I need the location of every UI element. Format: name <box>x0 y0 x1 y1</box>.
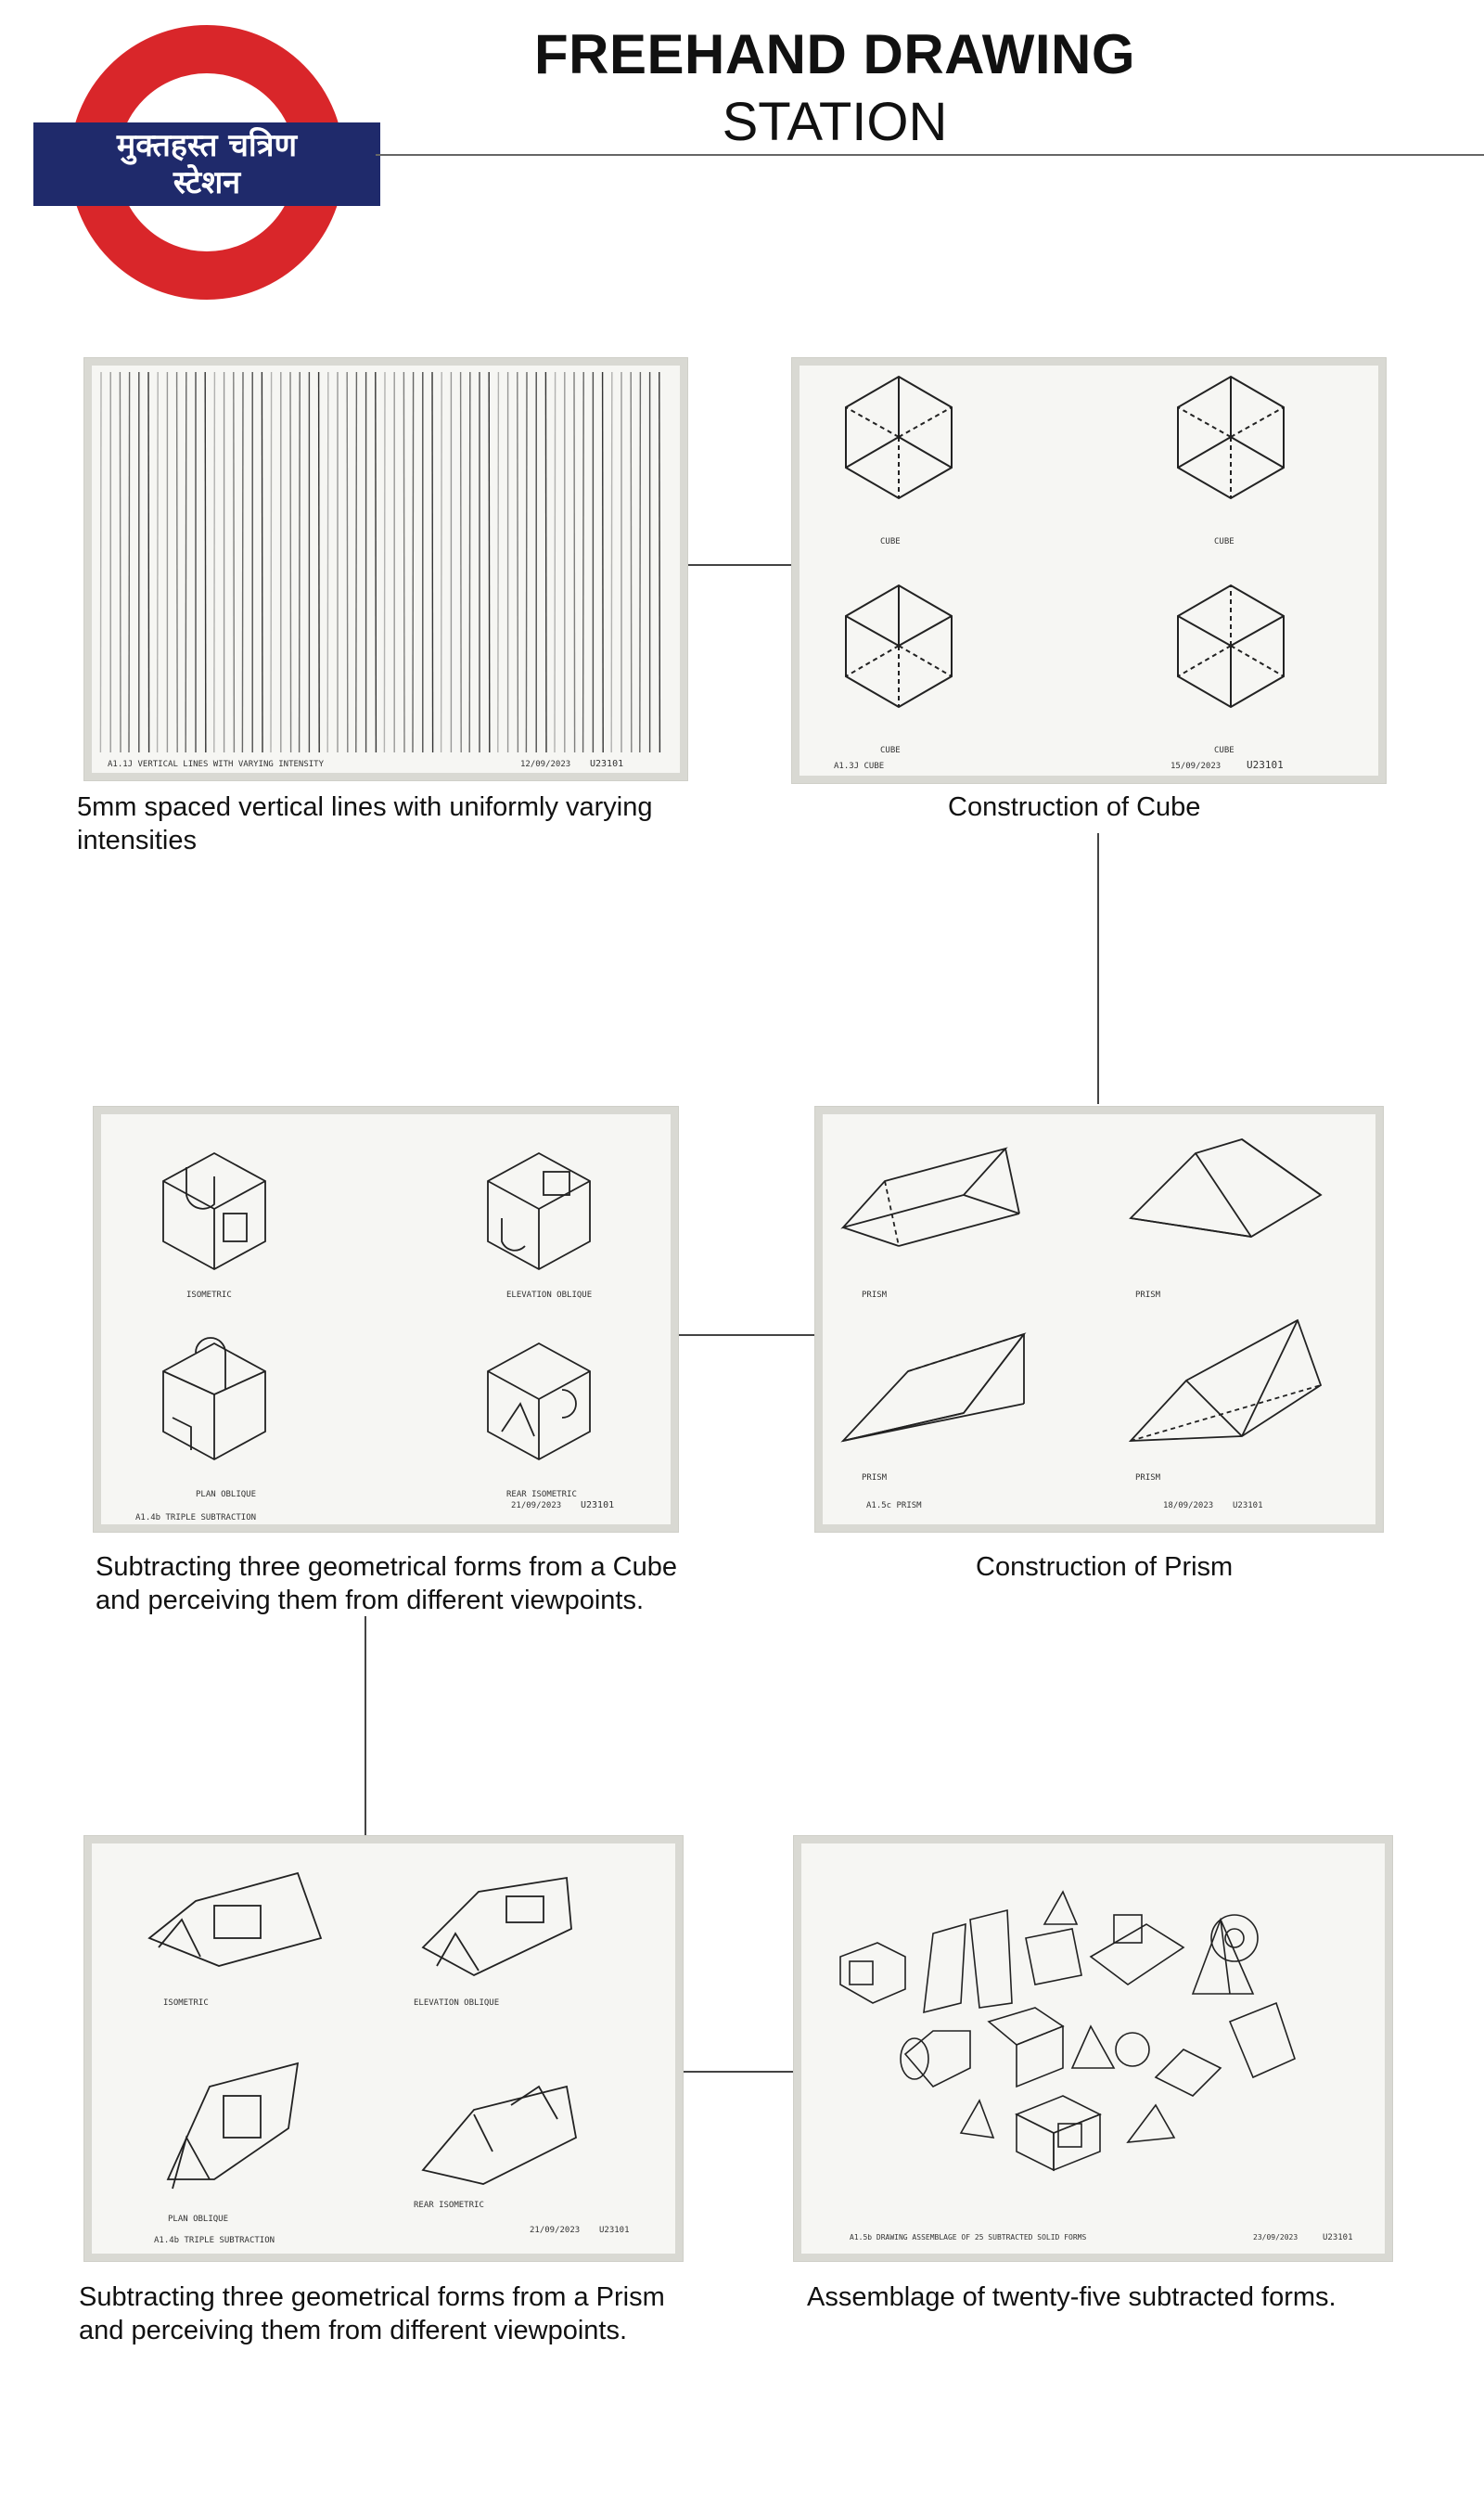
caption-assemblage: Assemblage of twenty-five subtracted forms. <box>807 2282 1337 2312</box>
sub-label: PRISM <box>1135 1291 1161 1300</box>
assemblage-drawing <box>840 1892 1295 2170</box>
subtracted-prism-drawing <box>423 2087 576 2184</box>
sheet-date: 15/09/2023 <box>1171 762 1222 771</box>
sub-label: CUBE <box>1214 746 1235 755</box>
prism-drawing <box>1131 1139 1321 1237</box>
pencil-line <box>603 372 604 752</box>
subtracted-cube-drawing <box>488 1153 590 1269</box>
pencil-line <box>347 372 348 752</box>
pencil-line <box>489 372 490 752</box>
prism-drawing <box>843 1149 1019 1246</box>
sheet-id: U23101 <box>581 1500 615 1510</box>
cube-drawing <box>846 585 952 707</box>
drawing-sheet-vertical-lines <box>83 357 688 781</box>
drawing-sheet-cube <box>791 357 1387 784</box>
pencil-line <box>214 372 215 752</box>
sheet-date: 21/09/2023 <box>530 2226 581 2235</box>
sub-label: ISOMETRIC <box>163 1998 209 2008</box>
pencil-line <box>376 372 377 752</box>
pencil-line <box>583 372 584 752</box>
sub-label: REAR ISOMETRIC <box>414 2201 484 2210</box>
page-subtitle: STATION <box>722 92 948 152</box>
sheet-id: U23101 <box>590 759 624 769</box>
pencil-line <box>469 372 470 752</box>
sub-label: PRISM <box>862 1291 888 1300</box>
pencil-line <box>441 372 442 752</box>
caption-prism-subtraction: Subtracting three geometrical forms from a Prism and perceiving them from different viewpoints. <box>79 2282 665 2345</box>
pencil-line <box>461 372 462 752</box>
pencil-line <box>205 372 206 752</box>
subtracted-cube-drawing <box>163 1338 265 1459</box>
sub-label: CUBE <box>1214 537 1235 546</box>
pencil-line <box>148 372 149 752</box>
logo-text-line1: मुक्तहस्त चत्रिण <box>116 127 298 164</box>
pencil-line <box>384 372 385 752</box>
prism-drawing <box>1131 1320 1321 1441</box>
pencil-line <box>432 372 433 752</box>
pencil-line <box>640 372 641 752</box>
drawing-sheet-cube-subtraction <box>93 1106 679 1533</box>
sheet-label: A1.1J VERTICAL LINES WITH VARYING INTENSITY <box>108 760 324 769</box>
pencil-line <box>234 372 235 752</box>
page-title: FREEHAND DRAWING <box>534 23 1135 85</box>
sheet-id: U23101 <box>1247 759 1284 771</box>
sheet-id: U23101 <box>1323 2233 1353 2242</box>
pencil-line <box>100 372 101 752</box>
sheet-label: A1.5c PRISM <box>866 1501 922 1510</box>
sub-label: PLAN OBLIQUE <box>168 2215 229 2224</box>
pencil-line <box>300 372 301 752</box>
sub-label: ISOMETRIC <box>186 1291 232 1300</box>
caption-vertical-lines: 5mm spaced vertical lines with uniformly varying intensities <box>77 792 653 855</box>
sheet-date: 18/09/2023 <box>1163 1501 1214 1510</box>
pencil-line <box>271 372 272 752</box>
pencil-line <box>413 372 414 752</box>
pencil-line <box>319 372 320 752</box>
pencil-line <box>631 372 632 752</box>
sub-label: PRISM <box>862 1473 888 1483</box>
pencil-line <box>555 372 556 752</box>
sub-label: CUBE <box>880 746 901 755</box>
sub-label: CUBE <box>880 537 901 546</box>
sheet-label: A1.3J CUBE <box>834 762 885 771</box>
cube-drawing <box>846 377 952 498</box>
subtracted-cube-drawing <box>163 1153 265 1269</box>
connector-3-5 <box>365 1616 366 1837</box>
pencil-line <box>129 372 130 752</box>
pencil-line <box>526 372 527 752</box>
connector-2-4 <box>1097 833 1099 1104</box>
pencil-line <box>356 372 357 752</box>
caption-cube: Construction of Cube <box>948 792 1201 822</box>
sheet-date: 12/09/2023 <box>520 760 571 769</box>
cube-drawing <box>1178 585 1284 707</box>
caption-prism: Construction of Prism <box>976 1552 1234 1582</box>
caption-cube-subtraction: Subtracting three geometrical forms from a Cube and perceiving them from different viewpoints. <box>96 1552 677 1615</box>
drawing-sheet-assemblage <box>793 1835 1393 2262</box>
sheet-id: U23101 <box>1233 1501 1263 1510</box>
connector-5-6 <box>682 2071 793 2073</box>
sheet-label: A1.4b TRIPLE SUBTRACTION <box>154 2236 275 2245</box>
pencil-line <box>327 372 328 752</box>
pencil-line <box>498 372 499 752</box>
sheet-label: A1.4b TRIPLE SUBTRACTION <box>135 1513 257 1522</box>
pencil-line <box>659 372 660 752</box>
subtracted-cube-drawing <box>488 1343 590 1459</box>
prism-drawing <box>843 1334 1024 1441</box>
sheet-id: U23101 <box>599 2226 630 2235</box>
sheet-date: 21/09/2023 <box>511 1501 562 1510</box>
subtracted-prism-drawing <box>423 1878 571 1975</box>
sheet-label: A1.5b DRAWING ASSEMBLAGE OF 25 SUBTRACTED SOLID FORMS <box>850 2233 1087 2242</box>
drawing-sheet-prism-subtraction <box>83 1835 684 2262</box>
pencil-line <box>177 372 178 752</box>
pencil-line <box>574 372 575 752</box>
sheet-date: 23/09/2023 <box>1253 2233 1298 2242</box>
pencil-line <box>158 372 159 752</box>
cube-drawing <box>1178 377 1284 498</box>
connector-3-4 <box>672 1334 818 1336</box>
pencil-line <box>290 372 291 752</box>
pencil-line <box>403 372 404 752</box>
pencil-line <box>611 372 612 752</box>
connector-1-2 <box>680 564 798 566</box>
pencil-line <box>545 372 546 752</box>
drawing-sheet-prism <box>814 1106 1384 1533</box>
sub-label: ELEVATION OBLIQUE <box>506 1291 593 1300</box>
sub-label: PRISM <box>1135 1473 1161 1483</box>
logo-text-line2: स्टेशन <box>173 164 241 201</box>
pencil-line <box>242 372 243 752</box>
pencil-line <box>120 372 121 752</box>
subtracted-prism-drawing <box>149 1873 321 1966</box>
header-rule <box>376 154 1484 156</box>
sub-label: REAR ISOMETRIC <box>506 1490 577 1499</box>
sub-label: ELEVATION OBLIQUE <box>414 1998 500 2008</box>
sub-label: PLAN OBLIQUE <box>196 1490 257 1499</box>
subtracted-prism-drawing <box>168 2063 298 2189</box>
